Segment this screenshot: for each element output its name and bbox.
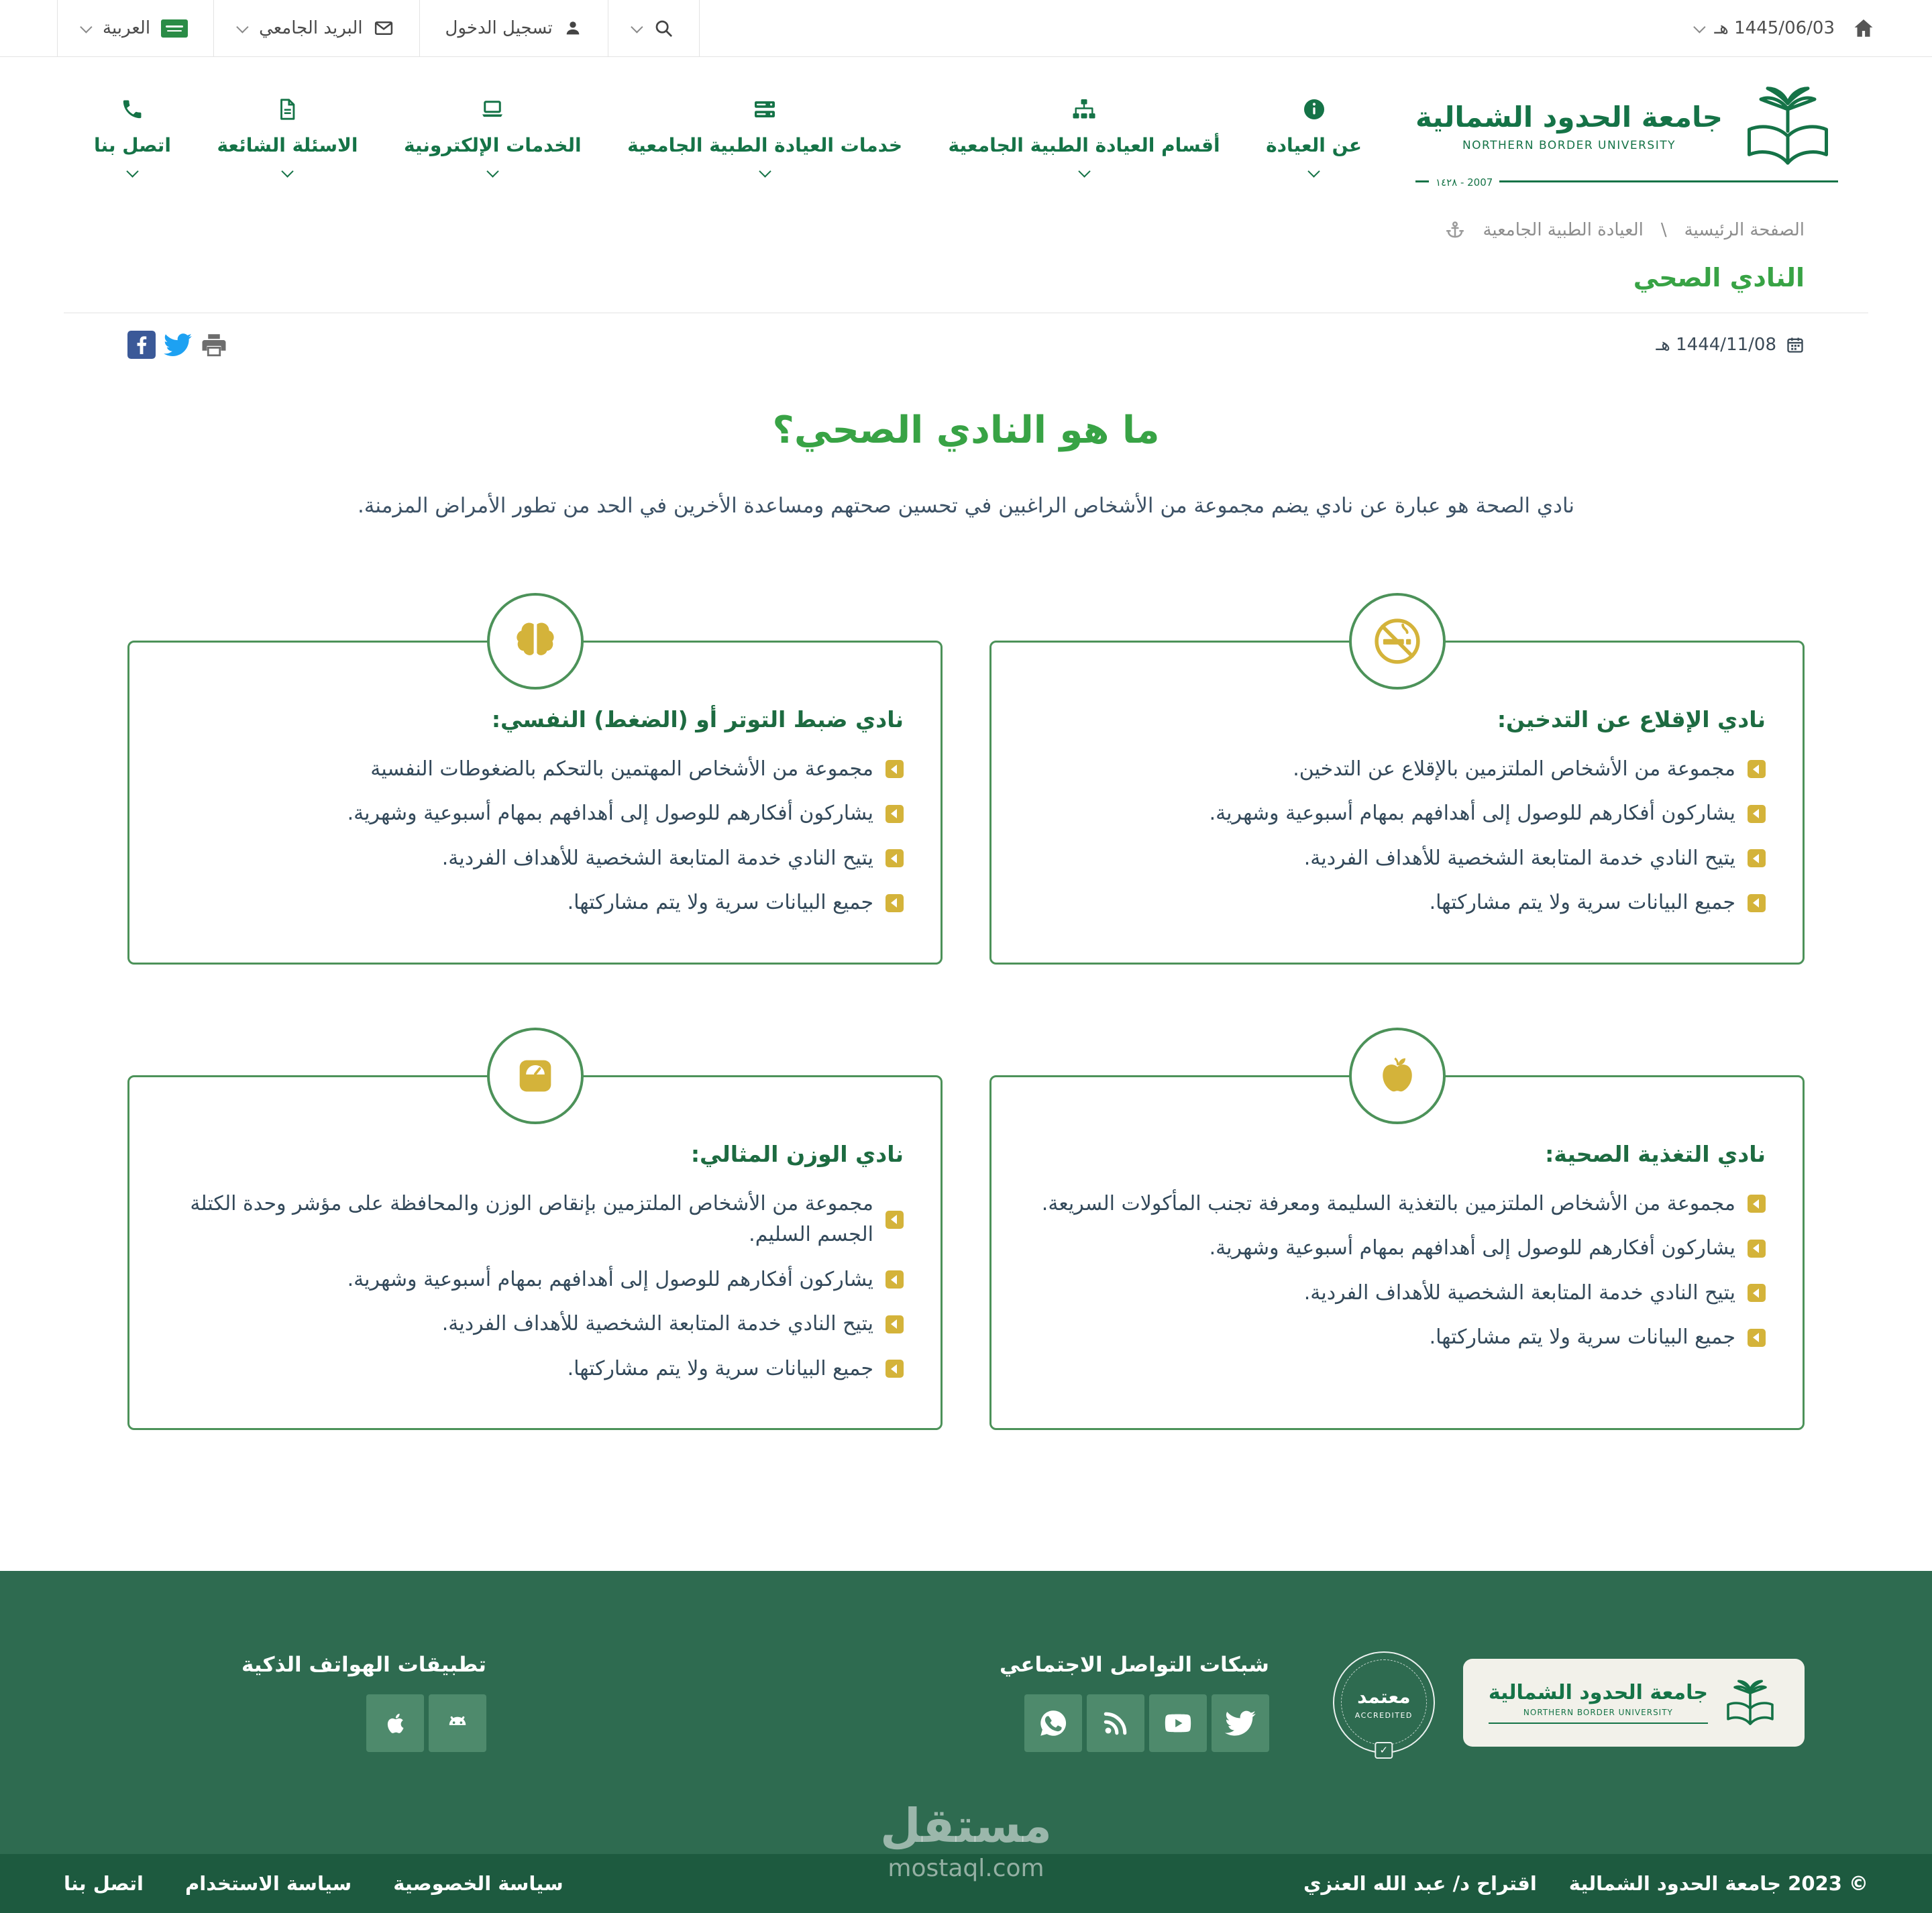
email-label: البريد الجامعي [259,18,363,38]
hijri-date-selector[interactable] [1697,18,1835,38]
club-benefit [1028,754,1766,785]
benefit-text: يشاركون أفكارهم للوصول إلى أهدافهم بمهام أسبوعية وشهرية. [1209,802,1735,826]
club-benefit [1028,887,1766,919]
club-card-title: نادي الإقلاع عن التدخين: [1497,706,1766,732]
header-inner [94,83,1838,188]
caret-bullet-icon [885,760,904,778]
club-benefit [166,798,904,830]
topbar-left-group [57,0,700,56]
club-benefit [166,843,904,875]
footer-logo-text [1489,1681,1708,1724]
info-icon [1302,95,1326,123]
footer-inner [127,1651,1805,1757]
club-benefit [166,1309,904,1340]
youtube-icon[interactable] [1149,1694,1207,1752]
nav-item-clinic-services[interactable] [627,95,902,176]
twitter-icon[interactable] [1212,1694,1269,1752]
caret-bullet-icon [1748,849,1766,867]
contact-us-link[interactable]: اتصل بنا [64,1872,144,1896]
caret-bullet-icon [885,805,904,823]
envelope-icon [374,18,394,38]
caret-bullet-icon [1748,1329,1766,1347]
chevron-down-icon [80,21,92,33]
main-heading: ما هو النادي الصحي؟ [772,408,1160,452]
user-icon [564,19,582,38]
benefit-text: مجموعة من الأشخاص الملتزمين بالإقلاع عن التدخين. [1293,757,1735,781]
login-label: تسجيل الدخول [445,18,553,38]
watermark-url: mostaql.com [888,1855,1044,1883]
benefit-text: يتيح النادي خدمة المتابعة الشخصية للأهداف الفردية. [441,846,873,870]
chevron-down-icon [1693,21,1705,33]
chevron-down-icon [631,21,643,33]
footer-apps-block [241,1653,486,1752]
accredited-badge[interactable] [1333,1651,1435,1757]
breadcrumb-current[interactable]: العيادة الطبية الجامعية [1483,220,1644,240]
home-icon[interactable] [1852,17,1875,40]
footer-links [64,1872,564,1895]
nav-item-about-clinic[interactable] [1266,95,1362,176]
benefit-text: مجموعة من الأشخاص الملتزمين بإنقاص الوزن والمحافظة على مؤشر وحدة الكتلة الجسم السليم. [190,1191,873,1247]
document-icon [276,95,299,123]
club-card-ideal-weight [127,1075,943,1431]
breadcrumb-home[interactable]: الصفحة الرئيسية [1684,220,1805,240]
logo-years: 2007 - ١٤٢٨ [1429,176,1499,188]
club-benefit [166,1264,904,1296]
main-navigation [94,90,1362,176]
apps-title: تطبيقات الهواتف الذكية [241,1653,486,1678]
main-content [0,359,1932,1571]
club-benefit-list [1028,1189,1766,1354]
topbar [0,0,1932,57]
logo-text [1415,101,1723,152]
share-buttons [127,331,228,359]
accredited-english: ACCREDITED [1354,1710,1413,1720]
footer-social-block [1000,1653,1269,1752]
site-header [0,57,1932,200]
article-date [1656,335,1805,355]
club-benefit [1028,798,1766,830]
language-selector[interactable] [57,0,214,56]
caret-bullet-icon [1748,805,1766,823]
check-icon: ✓ [1375,1742,1393,1759]
benefit-text: جميع البيانات سرية ولا يتم مشاركتها. [567,891,873,915]
site-footer [0,1571,1932,1883]
club-card-stress-control [127,641,943,965]
caret-bullet-icon [885,894,904,912]
university-emblem-icon [1721,1678,1779,1728]
club-card-title: نادي الوزن المثالي: [690,1140,904,1167]
caret-bullet-icon [885,1315,904,1333]
footer-logo-title-english: NORTHERN BORDER UNIVERSITY [1523,1708,1673,1718]
club-benefit [1028,1189,1766,1220]
article-date-text: 1444/11/08 هـ [1656,335,1776,355]
calendar-icon [1786,335,1805,354]
nav-label: الاسئلة الشائعة [217,133,358,156]
university-emblem-icon [1737,83,1838,170]
club-benefit-list [1028,754,1766,919]
saudi-flag-icon [161,19,188,38]
print-icon[interactable] [200,331,228,359]
topbar-right-group [1697,0,1875,56]
anchor-icon [1445,220,1465,240]
nav-label: الخدمات الإلكترونية [403,133,582,156]
caret-bullet-icon [885,849,904,867]
privacy-policy-link[interactable]: سياسة الخصوصية [393,1872,564,1896]
benefit-text: جميع البيانات سرية ولا يتم مشاركتها. [1429,891,1735,915]
rss-icon[interactable] [1087,1694,1144,1752]
club-benefit [1028,1233,1766,1264]
nav-label: أقسام العيادة الطبية الجامعية [948,133,1220,156]
benefit-text: يشاركون أفكارهم للوصول إلى أهدافهم بمهام أسبوعية وشهرية. [347,1267,873,1291]
clubs-grid [127,641,1805,1431]
login-button[interactable] [420,0,608,56]
apple-icon[interactable] [366,1694,424,1752]
club-benefit [1028,1322,1766,1354]
benefit-text: يتيح النادي خدمة المتابعة الشخصية للأهداف الفردية. [1303,846,1735,870]
club-benefit [1028,1278,1766,1309]
footer-university-logo[interactable] [1463,1659,1805,1747]
club-benefit-list [166,754,904,919]
bottom-bar [0,1854,1932,1913]
article-meta [0,313,1932,359]
credit-text: اقتراح د/ عبد الله العنزي [1303,1872,1537,1896]
club-card-healthy-nutrition [989,1075,1805,1431]
benefit-text: يشاركون أفكارهم للوصول إلى أهدافهم بمهام أسبوعية وشهرية. [347,802,873,826]
university-logo[interactable] [1415,83,1838,188]
watermark-arabic: مستقل [879,1798,1053,1854]
facebook-share-icon[interactable] [127,331,156,359]
copyright [1303,1872,1868,1895]
sitemap-icon [1071,95,1097,123]
nav-item-eservices[interactable] [404,95,582,176]
caret-bullet-icon [1748,1240,1766,1258]
nav-label: خدمات العيادة الطبية الجامعية [627,133,903,156]
club-card-title: نادي التغذية الصحية: [1545,1140,1766,1167]
benefit-text: يتيح النادي خدمة المتابعة الشخصية للأهداف الفردية. [1303,1280,1735,1305]
caret-bullet-icon [885,1211,904,1229]
club-benefit [166,887,904,919]
footer-brand [1333,1651,1805,1757]
club-benefit [166,1189,904,1251]
benefit-text: مجموعة من الأشخاص المهتمين بالتحكم بالضغوطات النفسية [370,757,873,781]
services-icon [752,95,777,123]
caret-bullet-icon [1748,894,1766,912]
social-icon-row [1000,1694,1269,1752]
chevron-down-icon [486,165,498,177]
no-smoking-icon [1349,593,1446,690]
benefit-text: يتيح النادي خدمة المتابعة الشخصية للأهداف الفردية. [441,1312,873,1336]
page-title: النادي الصحي [1633,263,1805,292]
club-benefit [166,1354,904,1385]
nav-item-clinic-departments[interactable] [949,95,1220,176]
twitter-share-icon[interactable] [164,331,192,359]
chevron-down-icon [759,165,771,177]
copyright-text: © 2023 جامعة الحدود الشمالية [1568,1872,1868,1896]
chevron-down-icon [1078,165,1090,177]
caret-bullet-icon [1748,1195,1766,1213]
accredited-arabic: معتمد [1357,1685,1411,1708]
search-button[interactable] [608,0,700,56]
caret-bullet-icon [885,1360,904,1378]
club-card-title: نادي ضبط التوتر أو (الضغط) النفسي: [491,706,904,732]
club-card-quit-smoking [989,641,1805,965]
benefit-text: جميع البيانات سرية ولا يتم مشاركتها. [1429,1325,1735,1350]
nav-label: اتصل بنا [94,133,171,156]
chevron-down-icon [281,165,293,177]
search-icon [653,18,674,38]
android-icon[interactable] [429,1694,486,1752]
logo-title-arabic: جامعة الحدود الشمالية [1415,100,1723,133]
weight-scale-icon [487,1028,584,1124]
university-email-menu[interactable] [214,0,419,56]
caret-bullet-icon [885,1270,904,1289]
apple-fruit-icon [1349,1028,1446,1124]
nav-item-faq[interactable] [217,95,358,176]
intro-paragraph: نادي الصحة هو عبارة عن نادي يضم مجموعة من الأشخاص الراغبين في تحسين صحتهم ومساعدة الأخرين في الحد من تطور الأمراض المزمنة. [357,494,1575,518]
social-title: شبكات التواصل الاجتماعي [999,1653,1269,1678]
apps-icon-row [241,1694,486,1752]
chevron-down-icon [1307,165,1320,177]
accredited-badge-inner [1341,1659,1427,1745]
benefit-text: جميع البيانات سرية ولا يتم مشاركتها. [567,1356,873,1380]
nav-label: عن العيادة [1266,133,1362,156]
breadcrumb-separator: \ [1660,220,1667,240]
phone-icon [121,95,144,123]
laptop-icon [479,95,506,123]
topbar-inner [0,0,1932,56]
caret-bullet-icon [1748,1284,1766,1302]
terms-of-use-link[interactable]: سياسة الاستخدام [185,1872,352,1896]
benefit-text: مجموعة من الأشخاص الملتزمين بالتغذية السليمة ومعرفة تجنب المأكولات السريعة. [1041,1191,1735,1215]
brain-icon [487,593,584,690]
language-label: العربية [103,18,151,38]
breadcrumb [0,200,1932,240]
chevron-down-icon [126,165,138,177]
caret-bullet-icon [1748,760,1766,778]
club-benefit [1028,843,1766,875]
nav-item-contact[interactable] [94,95,171,176]
whatsapp-icon[interactable] [1024,1694,1082,1752]
footer-logo-title-arabic: جامعة الحدود الشمالية [1488,1681,1708,1705]
chevron-down-icon [236,21,248,33]
club-benefit [166,754,904,785]
page-title-row [0,240,1932,292]
logo-title-english: NORTHERN BORDER UNIVERSITY [1462,138,1676,152]
hijri-date: 1445/06/03 هـ [1714,18,1835,38]
benefit-text: يشاركون أفكارهم للوصول إلى أهدافهم بمهام أسبوعية وشهرية. [1209,1236,1735,1260]
club-benefit-list [166,1189,904,1385]
